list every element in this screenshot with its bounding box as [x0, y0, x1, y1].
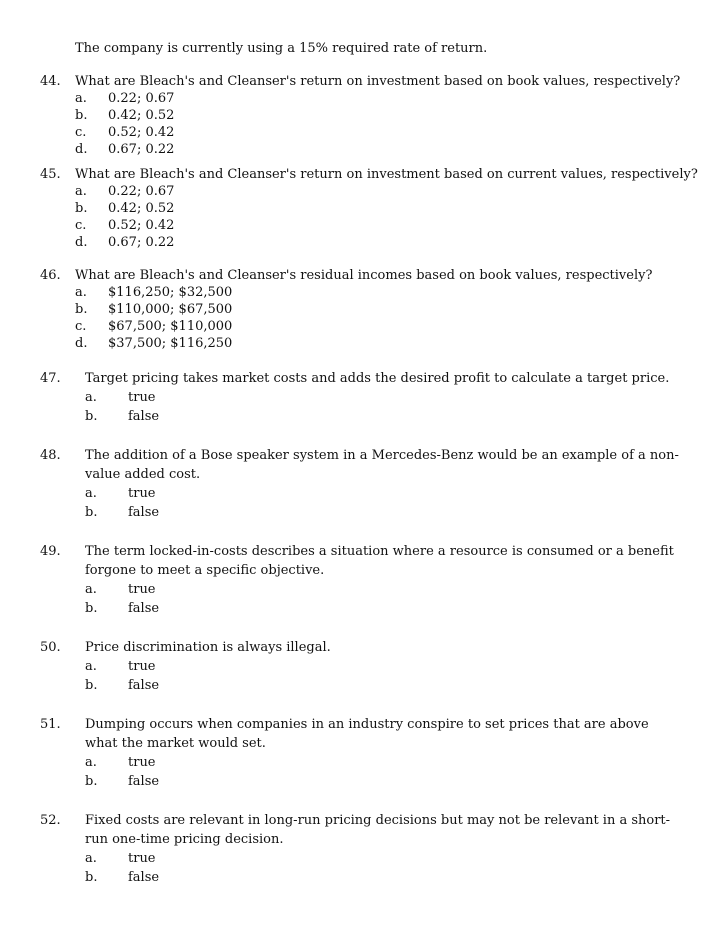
option-b: b. false [85, 601, 160, 616]
question-number: 50. [40, 640, 61, 655]
option-d: d. 0.67; 0.22 [75, 235, 175, 250]
question-46 [0, 267, 728, 352]
option-a: a. 0.22; 0.67 [75, 184, 175, 199]
option-a: a. $116,250; $32,500 [75, 285, 233, 300]
question-50 [0, 638, 728, 695]
question-text: What are Bleach's and Cleanser's return on investment based on current values, respectively? [75, 167, 698, 182]
option-b: b. 0.42; 0.52 [75, 201, 175, 216]
option-a: a. true [85, 582, 156, 597]
question-text: The addition of a Bose speaker system in a Mercedes-Benz would be an example of a non-value added cost. [85, 448, 679, 482]
question-52 [0, 811, 728, 887]
option-b: b. false [85, 870, 160, 885]
question-text: Target pricing takes market costs and adds the desired profit to calculate a target price. [85, 371, 670, 386]
question-number: 49. [40, 544, 61, 559]
option-c: c. 0.52; 0.42 [75, 218, 175, 233]
question-44 [0, 73, 728, 158]
question-text: Dumping occurs when companies in an industry conspire to set prices that are above what the market would set. [85, 717, 649, 751]
option-b: b. $110,000; $67,500 [75, 302, 233, 317]
option-a: a. true [85, 390, 156, 405]
question-text: What are Bleach's and Cleanser's residual incomes based on book values, respectively? [75, 268, 653, 283]
option-b: b. false [85, 409, 160, 424]
option-b: b. 0.42; 0.52 [75, 108, 175, 123]
question-text: The term locked-in-costs describes a situation where a resource is consumed or a benefit forgone to meet a specific objective. [85, 544, 674, 578]
option-b: b. false [85, 505, 160, 520]
option-d: d. $37,500; $116,250 [75, 336, 233, 351]
question-number: 44. [40, 74, 61, 89]
question-number: 48. [40, 448, 61, 463]
question-number: 52. [40, 813, 61, 828]
option-a: a. 0.22; 0.67 [75, 91, 175, 106]
question-number: 47. [40, 371, 61, 386]
option-b: b. false [85, 678, 160, 693]
question-45 [0, 166, 728, 251]
question-number: 46. [40, 268, 61, 283]
question-text: What are Bleach's and Cleanser's return on investment based on book values, respectively? [75, 74, 681, 89]
question-51 [0, 715, 728, 791]
option-a: a. true [85, 755, 156, 770]
option-d: d. 0.67; 0.22 [75, 142, 175, 157]
option-c: c. $67,500; $110,000 [75, 319, 233, 334]
option-c: c. 0.52; 0.42 [75, 125, 175, 140]
question-number: 51. [40, 717, 61, 732]
question-49 [0, 542, 728, 618]
option-a: a. true [85, 486, 156, 501]
option-a: a. true [85, 659, 156, 674]
question-number: 45. [40, 167, 61, 182]
question-47 [0, 369, 728, 426]
option-b: b. false [85, 774, 160, 789]
intro-text: The company is currently using a 15% required rate of return. [75, 41, 488, 56]
question-text: Price discrimination is always illegal. [85, 640, 331, 655]
question-48 [0, 446, 728, 522]
option-a: a. true [85, 851, 156, 866]
question-text: Fixed costs are relevant in long-run pricing decisions but may not be relevant in a short-run one-time pricing decision. [85, 813, 671, 847]
